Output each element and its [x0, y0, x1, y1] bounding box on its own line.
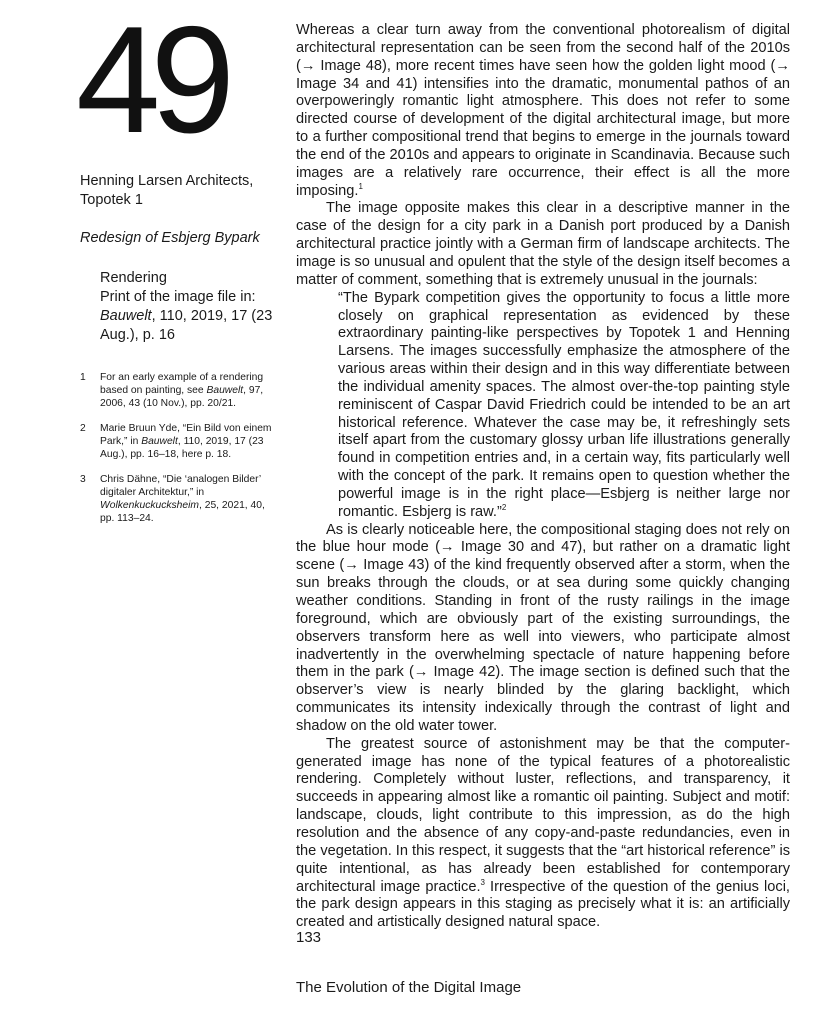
footnote: 2 Marie Bruun Yde, “Ein Bild von einem Park,” in Bauwelt, 110, 2019, 17 (23 Aug.), pp. 16–18, here p. 18. [80, 423, 272, 460]
page-number: 133 [296, 929, 322, 946]
image-source [80, 269, 276, 345]
paragraph: The image opposite makes this clear in a descriptive manner in the case of the design for a city park in a Danish port produced by a Danish architectural practice jointly with a German firm of landscape architects. The image is so unusual and opulent that the style of the design itself becomes a matter of comment, something that is extremely unusual in the journals: [296, 200, 790, 288]
paragraph: Whereas a clear turn away from the conventional photorealism of digital architectural representation can be seen from the second half of the 2010s (→ Image 48), more recent times have seen how the golden light mood (→ Image 34 and 41) intensifies into the dramatic, monumental pathos of an overpoweringly romantic light atmosphere. This does not refer to some directed course of development of the digital architectural image, but more to a further compositional trend that begins to emerge in the journals toward the end of the 2010s and appears to originate in Scandinavia. Because such images are a relatively rare occurrence, their effect is all the more imposing.$^1$ [296, 22, 790, 199]
paragraph: The greatest source of astonishment may be that the computer-generated image has none of the typical features of a photorealistic rendering. Completely without luster, reflections, and transparency, it succeeds in appearing almost like a romantic oil painting. Subject and motif: landscape, clouds, light contribute to this impression, as do the high resolution and the absence of any copy-and-paste redundancies, even in the vegetation. In this respect, it suggests that the “art historical reference” is quite intentional, as has already been established for contemporary architectural image practice.$^3$ Irrespective of the question of the genius loci, the park design appears in this staging as precisely what it is: an artificially created and artistically designed natural space. [296, 735, 790, 931]
footnote-ref: 3 [480, 877, 485, 887]
image-number: 49 [76, 0, 226, 165]
body-text [296, 22, 790, 932]
project-subtitle: Redesign of Esbjerg Bypark [80, 230, 260, 246]
running-footer-title: The Evolution of the Digital Image [296, 979, 522, 996]
print-source-line: Print of the image file in: Bauwelt, 110, 2019, 17 (23 Aug.), p. 16 [100, 289, 273, 343]
footnote-ref: 1 [358, 181, 363, 191]
medium-label: Rendering [100, 270, 167, 286]
block-quote: “The Bypark competition gives the opportunity to focus a little more closely on graphical representation as evidenced by these extraordinary painting-like perspectives by Topotek 1 and Henning Larsens. The images successfully emphasize the atmosphere of the various areas within their design and in this way differentiate between the individual amenity spaces. The almost over-the-top painting style reminiscent of Caspar David Friedrich could be intended to be an art historical reference. Whatever the case may be, it refreshingly sets itself apart from the customary glossy urban life illustrations generally found in competition entries and, in a certain way, fits particularly well with the concept of the park. It remains open to question whether the powerful image is in the right place—Esbjerg is neither large nor romantic. Esbjerg is raw.”$^2$ [338, 289, 790, 520]
footnote-ref: 2 [501, 502, 507, 512]
caption-column [80, 172, 276, 537]
footnote: 3 Chris Dähne, “Die ‘analogen Bilder’ digitaler Architektur,” in Wolkenkuckucksheim, 25, 2021, 40, pp. 113–24. [80, 474, 265, 524]
paragraph: As is clearly noticeable here, the compositional staging does not rely on the blue hour mode (→ Image 30 and 47), but rather on a dramatic light scene (→ Image 43) of the kind frequently observed after a storm, when the sun breaks through the clouds, or at sea during some quickly changing weather conditions. Standing in front of the rusty railings in the image foreground, which are obviously part of the existing surroundings, the observers transform here as well into viewers, who participate almost inadvertently in the overwhelming spectacle of nature happening before them in the park (→ Image 42). The image section is defined such that the observer’s view is nearly blinded by the glaring backlight, which communicates its intensity indexically through the contrast of light and shadow on the old water tower. [296, 521, 790, 734]
project-credit: Henning Larsen Architects, Topotek 1 [80, 173, 254, 208]
footnote: 1 For an early example of a rendering based on painting, see Bauwelt, 97, 2006, 43 (10 Nov.), pp. 20/21. [80, 372, 264, 409]
